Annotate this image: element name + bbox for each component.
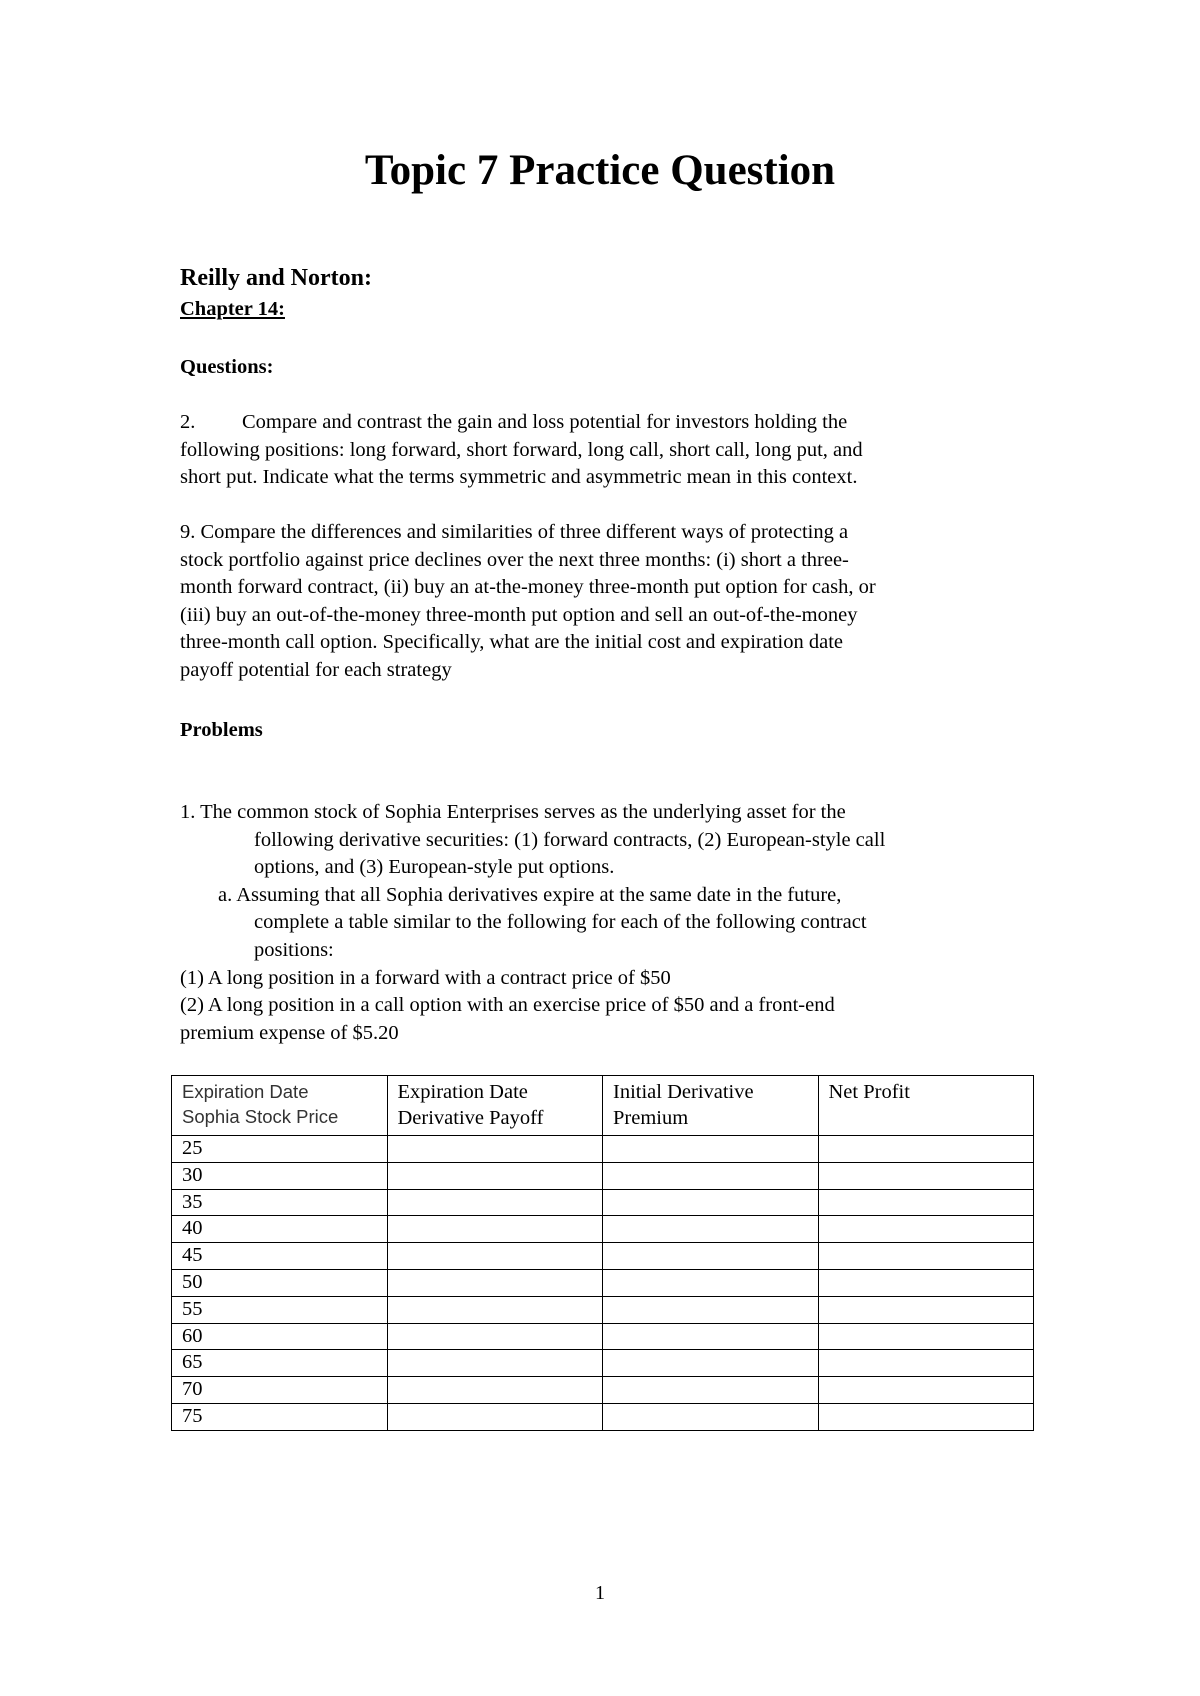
table-row xyxy=(172,1189,1034,1216)
question-9-line: payoff potential for each strategy xyxy=(180,658,452,681)
question-2 xyxy=(180,409,1010,492)
questions-heading: Questions: xyxy=(180,356,274,378)
problem-1-line: following derivative securities: (1) forward contracts, (2) European-style call xyxy=(254,828,886,851)
initial-premium-cell xyxy=(603,1323,819,1350)
stock-price-cell: 25 xyxy=(172,1136,388,1163)
position-2-line: premium expense of $5.20 xyxy=(180,1021,399,1044)
table-row xyxy=(172,1243,1034,1270)
derivative-payoff-cell xyxy=(387,1350,603,1377)
derivative-payoff-cell xyxy=(387,1216,603,1243)
initial-premium-cell xyxy=(603,1162,819,1189)
initial-premium-cell xyxy=(603,1296,819,1323)
stock-price-cell: 60 xyxy=(172,1323,388,1350)
question-9 xyxy=(180,519,1010,685)
net-profit-cell xyxy=(818,1216,1034,1243)
stock-price-cell: 65 xyxy=(172,1350,388,1377)
derivative-payoff-cell xyxy=(387,1136,603,1163)
net-profit-cell xyxy=(818,1243,1034,1270)
authors-heading: Reilly and Norton: xyxy=(180,265,372,291)
problems-heading: Problems xyxy=(180,719,263,741)
problem-1a-line: a. Assuming that all Sophia derivatives expire at the same date in the future, xyxy=(218,883,842,906)
question-2-number: 2. xyxy=(180,411,196,433)
table-row xyxy=(172,1269,1034,1296)
question-2-line: short put. Indicate what the terms symmetric and asymmetric mean in this context. xyxy=(180,466,858,489)
net-profit-cell xyxy=(818,1189,1034,1216)
stock-price-cell: 35 xyxy=(172,1189,388,1216)
net-profit-cell xyxy=(818,1350,1034,1377)
page-title: Topic 7 Practice Question xyxy=(364,147,836,194)
initial-premium-cell xyxy=(603,1243,819,1270)
net-profit-cell xyxy=(818,1162,1034,1189)
table-row xyxy=(172,1350,1034,1377)
question-9-line: 9. Compare the differences and similarities of three different ways of protecting a xyxy=(180,521,849,543)
question-9-line: stock portfolio against price declines over the next three months: (i) short a three- xyxy=(180,548,849,571)
stock-price-cell: 50 xyxy=(172,1269,388,1296)
page-number: 1 xyxy=(595,1582,605,1604)
stock-price-cell: 75 xyxy=(172,1403,388,1430)
header-stock-price: Expiration Date Sophia Stock Price xyxy=(172,1076,388,1136)
net-profit-cell xyxy=(818,1403,1034,1430)
question-9-line: three-month call option. Specifically, what are the initial cost and expiration date xyxy=(180,631,843,654)
initial-premium-cell xyxy=(603,1403,819,1430)
derivative-payoff-cell xyxy=(387,1243,603,1270)
stock-price-cell: 40 xyxy=(172,1216,388,1243)
header-net-profit: Net Profit xyxy=(818,1076,1034,1136)
derivative-payoff-cell xyxy=(387,1162,603,1189)
net-profit-cell xyxy=(818,1136,1034,1163)
payoff-table xyxy=(171,1075,1034,1431)
derivative-payoff-cell xyxy=(387,1323,603,1350)
table-row xyxy=(172,1403,1034,1430)
question-2-line: following positions: long forward, short forward, long call, short call, long put, and xyxy=(180,438,863,461)
derivative-payoff-cell xyxy=(387,1403,603,1430)
net-profit-cell xyxy=(818,1323,1034,1350)
table-row xyxy=(172,1162,1034,1189)
table-body xyxy=(172,1136,1034,1431)
net-profit-cell xyxy=(818,1377,1034,1404)
problem-1a-line: positions: xyxy=(254,938,334,961)
table-header-row xyxy=(172,1076,1034,1136)
stock-price-cell: 45 xyxy=(172,1243,388,1270)
derivative-payoff-cell xyxy=(387,1269,603,1296)
initial-premium-cell xyxy=(603,1136,819,1163)
initial-premium-cell xyxy=(603,1189,819,1216)
problem-1 xyxy=(180,799,1010,1047)
derivative-payoff-cell xyxy=(387,1189,603,1216)
stock-price-cell: 55 xyxy=(172,1296,388,1323)
net-profit-cell xyxy=(818,1269,1034,1296)
problem-1-line: options, and (3) European-style put options. xyxy=(254,856,615,879)
problem-1a-line: complete a table similar to the following for each of the following contract xyxy=(254,911,867,934)
net-profit-cell xyxy=(818,1296,1034,1323)
table-row xyxy=(172,1216,1034,1243)
problem-1-line: 1. The common stock of Sophia Enterprises serves as the underlying asset for the xyxy=(180,801,846,823)
table-row xyxy=(172,1323,1034,1350)
initial-premium-cell xyxy=(603,1269,819,1296)
question-9-line: month forward contract, (ii) buy an at-the-money three-month put option for cash, or xyxy=(180,576,876,599)
initial-premium-cell xyxy=(603,1216,819,1243)
header-derivative-payoff: Expiration Date Derivative Payoff xyxy=(387,1076,603,1136)
initial-premium-cell xyxy=(603,1377,819,1404)
table-row xyxy=(172,1136,1034,1163)
stock-price-cell: 70 xyxy=(172,1377,388,1404)
derivative-payoff-cell xyxy=(387,1377,603,1404)
chapter-heading: Chapter 14: xyxy=(180,298,285,320)
question-2-line: Compare and contrast the gain and loss potential for investors holding the xyxy=(242,411,848,433)
table-row xyxy=(172,1377,1034,1404)
position-2-line: (2) A long position in a call option with an exercise price of $50 and a front-end xyxy=(180,994,835,1017)
derivative-payoff-cell xyxy=(387,1296,603,1323)
position-1: (1) A long position in a forward with a contract price of $50 xyxy=(180,966,671,989)
stock-price-cell: 30 xyxy=(172,1162,388,1189)
table-row xyxy=(172,1296,1034,1323)
header-initial-premium: Initial Derivative Premium xyxy=(603,1076,819,1136)
question-9-line: (iii) buy an out-of-the-money three-month put option and sell an out-of-the-money xyxy=(180,603,858,626)
initial-premium-cell xyxy=(603,1350,819,1377)
